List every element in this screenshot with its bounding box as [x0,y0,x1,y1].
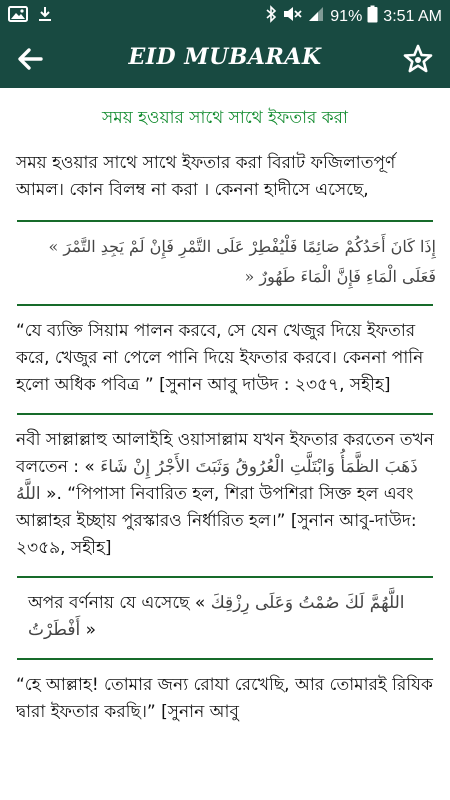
paragraph-5-text-b: » [85,620,96,640]
status-bar [0,0,450,31]
paragraph-5-arabic: اللَّهُمَّ لَكَ صُمْتُ وَعَلَى رِزْقِكَ أَفْطَرْتُ [28,593,405,640]
paragraph-4-text-a: নবী সাল্লাল্লাহু আলাইহি ওয়াসাল্লাম যখন ইফতার করতেন তখন বলতেন : « [16,430,434,477]
status-bar-left [8,6,52,27]
paragraph-5 [0,590,450,644]
paragraph-4 [0,427,450,562]
image-icon [8,6,28,27]
battery-percent: 91% [330,7,363,25]
mute-icon [282,5,302,28]
paragraph-1: সময় হওয়ার সাথে সাথে ইফতার করা বিরাট ফজিলাতপূর্ণ আমল। কোন বিলম্ব না করা । কেননা হাদীসে এসেছে, [16,153,396,200]
paragraph-5-text-a: অপর বর্ণনায় যে এসেছে « [28,593,206,613]
article-heading: সময় হওয়ার সাথে সাথে ইফতার করা [102,108,348,128]
paragraph-4-arabic: ذَهَبَ الظَّمَأُ وَابْتَلَّتِ الْعُرُوقُ وَثَبَتَ الأَجْرُ إِنْ شَاءَ اللَّهُ [16,457,418,504]
star-icon [402,60,434,79]
favorite-button[interactable] [402,43,434,75]
paragraph-4-text-b: ». “পিপাসা নিবারিত হল, শিরা উপশিরা সিক্ত হল এবং আল্লাহর ইচ্ছায় পুরস্কারও নির্ধারিত হল।” [সুনান আবু-দাউদ: ২৩৫৯, সহীহ] [16,484,417,558]
divider [17,576,433,578]
paragraph-3: “যে ব্যক্তি সিয়াম পালন করবে, সে যেন খেজুর দিয়ে ইফতার করে, খেজুর না পেলে পানি দিয়ে ইফতার করবে। কেননা পানি হলো অধিক পবিত্র ” [সুনান আবু দাউদ : ২৩৫৭, সহীহ] [16,321,424,395]
paragraph-2-arabic: إِذَا كَانَ أَحَدُكُمْ صَائِمًا فَلْيُفْطِرْ عَلَى التَّمْرِ فَإِنْ لَمْ يَجِدِ التَّمْرَ » فَعَلَى الْمَاءِ فَإِنَّ الْمَاءَ طَهُورٌ « [48,237,436,286]
page-title: EID MUBARAK [128,44,322,70]
app-bar [0,31,450,88]
paragraph-6: “হে আল্লাহ! তোমার জন্য রোযা রেখেছি, আর তোমারই রিযিক দ্বারা ইফতার করছি।” [সুনান আবু [16,675,433,722]
divider [17,658,433,660]
battery-icon [367,5,378,28]
divider [17,413,433,415]
download-icon [38,6,52,27]
divider [17,220,433,222]
signal-icon [307,5,325,28]
divider [17,304,433,306]
status-time: 3:51 AM [383,7,442,25]
article-content[interactable] [0,88,450,800]
bluetooth-icon [265,5,277,28]
status-bar-right [265,5,442,28]
